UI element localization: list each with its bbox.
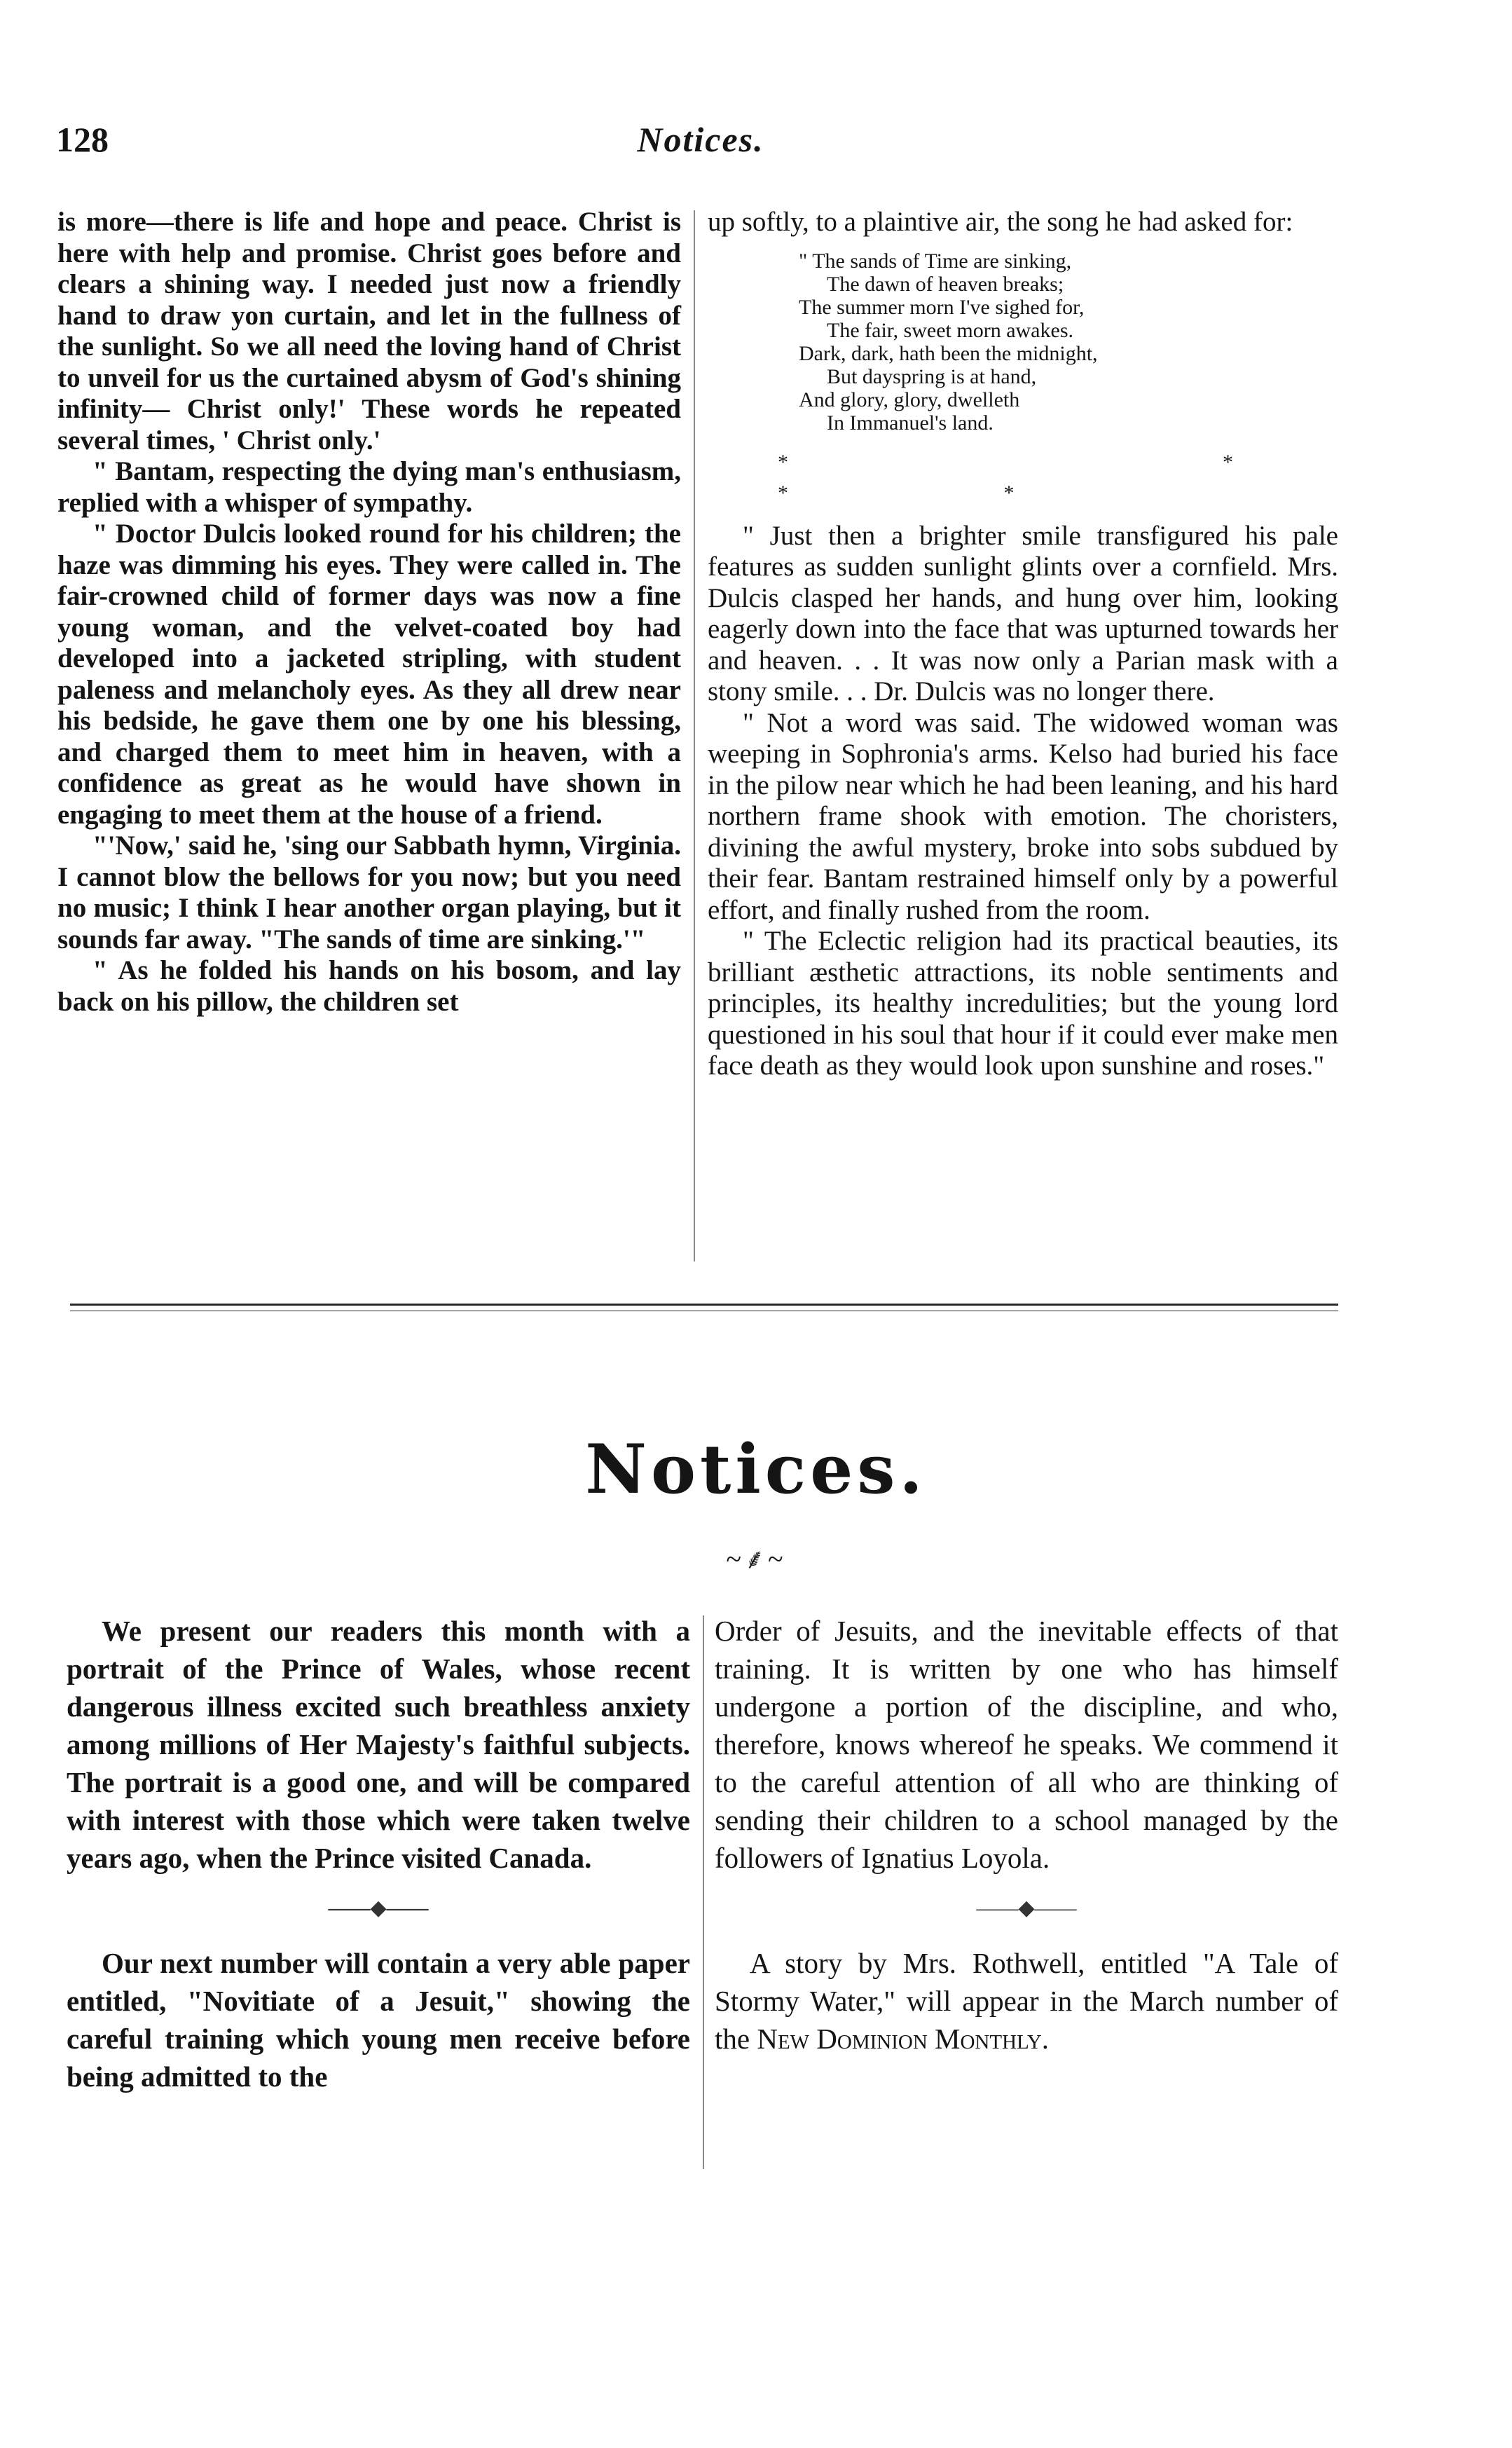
paragraph: " As he folded his hands on his bosom, and lay back on his pillow, the children set [57, 955, 681, 1017]
magazine-name: New Dominion Monthly. [757, 2023, 1050, 2055]
paragraph: " The Eclectic religion had its practical beauties, its brilliant æsthetic attractions, its noble sentiments and principles, its healthy incredulities; but the young lord questioned in his soul that hour if it could ever make men face death as they would look upon sunshine and roses." [708, 926, 1338, 1081]
paragraph: is more—there is life and hope and peace. Christ is here with help and promise. Christ goes before and clears a shining way. I needed just now a friendly hand to draw yon curtain, and let in the fullness of the sunlight. So we all need the loving hand of Christ to unveil for us the curtained abysm of God's shining infinity— Christ only!' These words he repeated several times, ' Christ only.' [57, 207, 681, 456]
paragraph: " Doctor Dulcis looked round for his children; the haze was dimming his eyes. They were called in. The fair-crowned child of former days was now a fine young woman, and the velvet-coated boy had developed into a jacketed stripling, with student paleness and melancholy eyes. As they all drew near his bedside, he gave them one by one his blessing, and charged them to meet him in heaven, with a confidence as great as he would have shown in engaging to meet them at the house of a friend. [57, 519, 681, 830]
verse-line: In Immanuel's land. [827, 411, 994, 435]
verse-line: The dawn of heaven breaks; [827, 272, 1064, 296]
separator: ——◆—— [328, 1896, 429, 1920]
section-title: Notices. [585, 1430, 927, 1509]
verse-line: The summer morn I've sighed for, [799, 295, 1085, 319]
running-head: Notices. [637, 120, 764, 159]
verse-line: " The sands of Time are sinking, [799, 249, 1072, 273]
verse-line: But dayspring is at hand, [827, 364, 1037, 388]
paragraph: " Just then a brighter smile transfigured his pale features as sudden sunlight glints over a cornfield. Mrs. Dulcis clasped her hands, and hung over him, looking eagerly down into the face that was upturned towards her and heaven. . . It was now only a Parian mask with a stony smile. . . Dr. Dulcis was no longer there. [708, 520, 1338, 706]
page-header [56, 119, 1345, 175]
verse-line: Dark, dark, hath been the midnight, [799, 341, 1098, 365]
section-rule [70, 1304, 1338, 1306]
paragraph: Order of Jesuits, and the inevitable effects of that training. It is written by one who has himself undergone a portion of the discipline, and who, therefore, knows whereof he speaks. We commend it to the careful attention of all who are thinking of sending their children to a school managed by the followers of Ignatius Loyola. [715, 1615, 1338, 1874]
paragraph: " Bantam, respecting the dying man's enthusiasm, replied with a whisper of sympathy. [57, 456, 681, 518]
top-right-column [708, 207, 1338, 1082]
paragraph: up softly, to a plaintive air, the song he had asked for: [708, 207, 1293, 237]
asterisk-break: * * * * [778, 450, 1338, 505]
column-divider [703, 1615, 704, 2169]
paragraph: "'Now,' said he, 'sing our Sabbath hymn, Virginia. I cannot blow the bellows for you now; but you need no music; I think I hear another organ playing, but it sounds far away. "The sands of time are sinking.'" [57, 830, 681, 955]
paragraph: We present our readers this month with a portrait of the Prince of Wales, whose recent dangerous illness excited such breathless anxiety among millions of Her Majesty's faithful subjects. The portrait is a good one, and will be compared with interest with those which were taken twelve years ago, when the Prince visited Canada. [67, 1615, 690, 1874]
bottom-left-column [67, 1612, 690, 2095]
verse-line: The fair, sweet morn awakes. [827, 318, 1073, 342]
hymn-verse [799, 249, 1338, 435]
paragraph: " Not a word was said. The widowed woman was weeping in Sophronia's arms. Kelso had buried his face in the pilow near which he had been leaning, and his hard northern frame shook with emotion. The choristers, divining the awful mystery, broke into sobs subdued by their fear. Bantam restrained himself only by a powerful effort, and finally rushed from the room. [708, 707, 1338, 925]
bottom-right-column [715, 1612, 1338, 2058]
paragraph-text: A story by Mrs. Rothwell, entitled "A Tale of Stormy Water," will appear in the March number of the [715, 1947, 1338, 2055]
separator: ——◆—— [976, 1896, 1077, 1920]
column-divider [694, 210, 695, 1261]
paragraph: Our next number will contain a very able paper entitled, "Novitiate of a Jesuit," showing the careful training which young men receive before being admitted to the [67, 1947, 690, 2093]
paragraph [715, 1944, 1338, 2058]
verse-line: And glory, glory, dwelleth [799, 388, 1020, 411]
top-left-column [57, 207, 681, 1018]
ornament: ~⸙~ [726, 1543, 786, 1575]
page-number: 128 [56, 120, 109, 159]
